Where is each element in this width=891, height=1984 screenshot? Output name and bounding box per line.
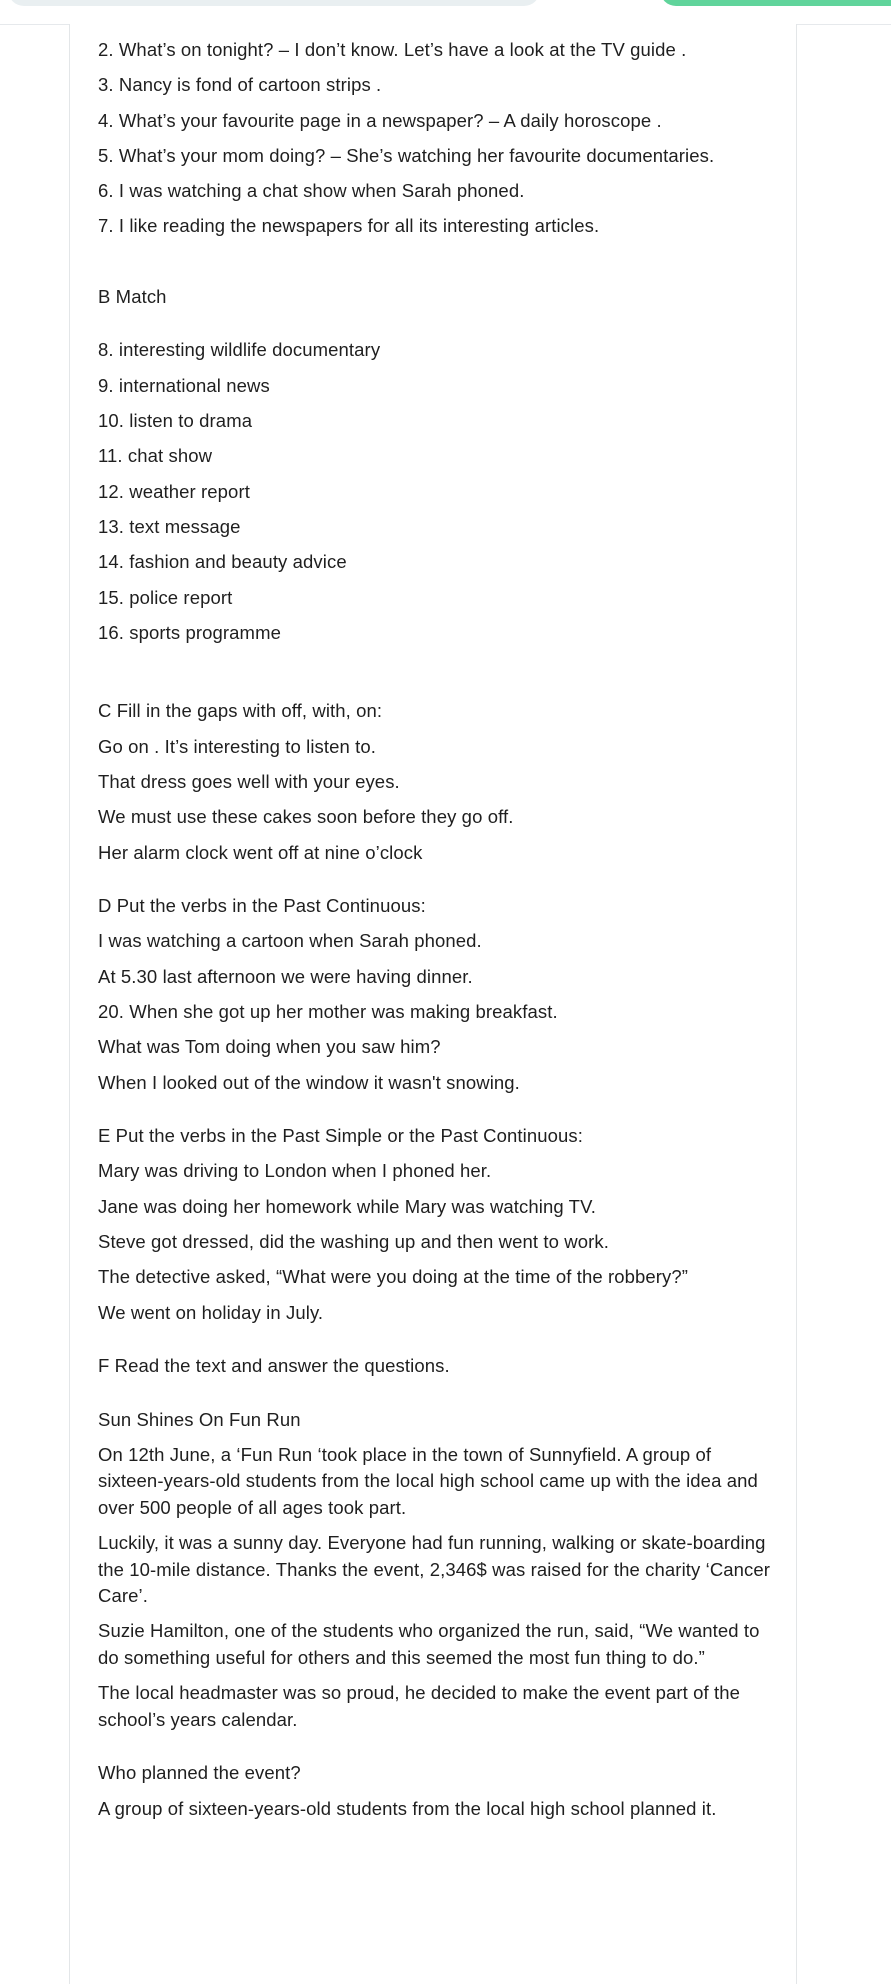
answer-text: A group of sixteen-years-old students from the local high school planned it. (98, 1797, 717, 1819)
list-item: Go on . It’s interesting to listen to. (98, 735, 377, 757)
answer-card (69, 24, 797, 1984)
question-text: Who planned the event? (98, 1762, 301, 1784)
search-input[interactable] (8, 0, 540, 6)
list-item: 15. police report (98, 586, 233, 608)
list-item: Steve got dressed, did the washing up and then went to work. (98, 1230, 609, 1252)
list-item: 12. weather report (98, 480, 250, 502)
list-item: 8. interesting wildlife documentary (98, 339, 381, 361)
section-heading-d: D Put the verbs in the Past Continuous: (98, 895, 426, 917)
section-heading-c: C Fill in the gaps with off, with, on: (98, 700, 383, 722)
list-item: 11. chat show (98, 445, 213, 467)
list-item: 7. I like reading the newspapers for all its interesting articles. (98, 215, 600, 237)
list-item: Jane was doing her homework while Mary was watching TV. (98, 1195, 597, 1217)
list-item: I was watching a cartoon when Sarah phoned. (98, 930, 482, 952)
list-item: 2. What’s on tonight? – I don’t know. Let’s have a look at the TV guide . (98, 39, 687, 60)
ask-question-button[interactable] (660, 0, 891, 6)
answer-content (98, 37, 778, 1831)
section-heading-f: F Read the text and answer the questions. (98, 1355, 450, 1377)
section-heading-e: E Put the verbs in the Past Simple or the Past Continuous: (98, 1125, 584, 1147)
article-paragraph: Suzie Hamilton, one of the students who organized the run, said, “We wanted to do something useful for others and this seemed the most fun thing to do.” (98, 1620, 760, 1668)
list-item: At 5.30 last afternoon we were having dinner. (98, 965, 473, 987)
list-item: That dress goes well with your eyes. (98, 770, 400, 792)
list-item: 13. text message (98, 515, 241, 537)
list-item: 10. listen to drama (98, 410, 253, 432)
list-item: 16. sports programme (98, 621, 281, 643)
list-item: 4. What’s your favourite page in a newspaper? – A daily horoscope . (98, 109, 662, 131)
top-bar (0, 0, 891, 25)
list-item: Mary was driving to London when I phoned her. (98, 1160, 492, 1182)
list-item: What was Tom doing when you saw him? (98, 1036, 441, 1058)
list-item: 3. Nancy is fond of cartoon strips . (98, 74, 382, 96)
list-item: 6. I was watching a chat show when Sarah phoned. (98, 180, 525, 202)
list-item: 14. fashion and beauty advice (98, 551, 347, 573)
article-paragraph: Luckily, it was a sunny day. Everyone had fun running, walking or skate-boarding the 10-mile distance. Thanks the event, 2,346$ was raised for the charity ‘Cancer Care’. (98, 1532, 771, 1607)
list-item: 9. international news (98, 374, 270, 396)
list-item: We went on holiday in July. (98, 1301, 324, 1323)
list-item: 20. When she got up her mother was making breakfast. (98, 1000, 558, 1022)
article-paragraph: On 12th June, a ‘Fun Run ‘took place in the town of Sunnyfield. A group of sixteen-years-old students from the local high school came up with the idea and over 500 people of all ages took part. (98, 1443, 758, 1518)
list-item: We must use these cakes soon before they go off. (98, 806, 514, 828)
list-item: The detective asked, “What were you doing at the time of the robbery?” (98, 1266, 689, 1288)
section-heading-b: B Match (98, 285, 167, 307)
list-item: Her alarm clock went off at nine o’clock (98, 841, 423, 863)
article-paragraph: The local headmaster was so proud, he decided to make the event part of the school’s years calendar. (98, 1682, 741, 1730)
list-item: When I looked out of the window it wasn't snowing. (98, 1071, 520, 1093)
list-item: 5. What’s your mom doing? – She’s watching her favourite documentaries. (98, 144, 715, 166)
article-title: Sun Shines On Fun Run (98, 1408, 301, 1430)
